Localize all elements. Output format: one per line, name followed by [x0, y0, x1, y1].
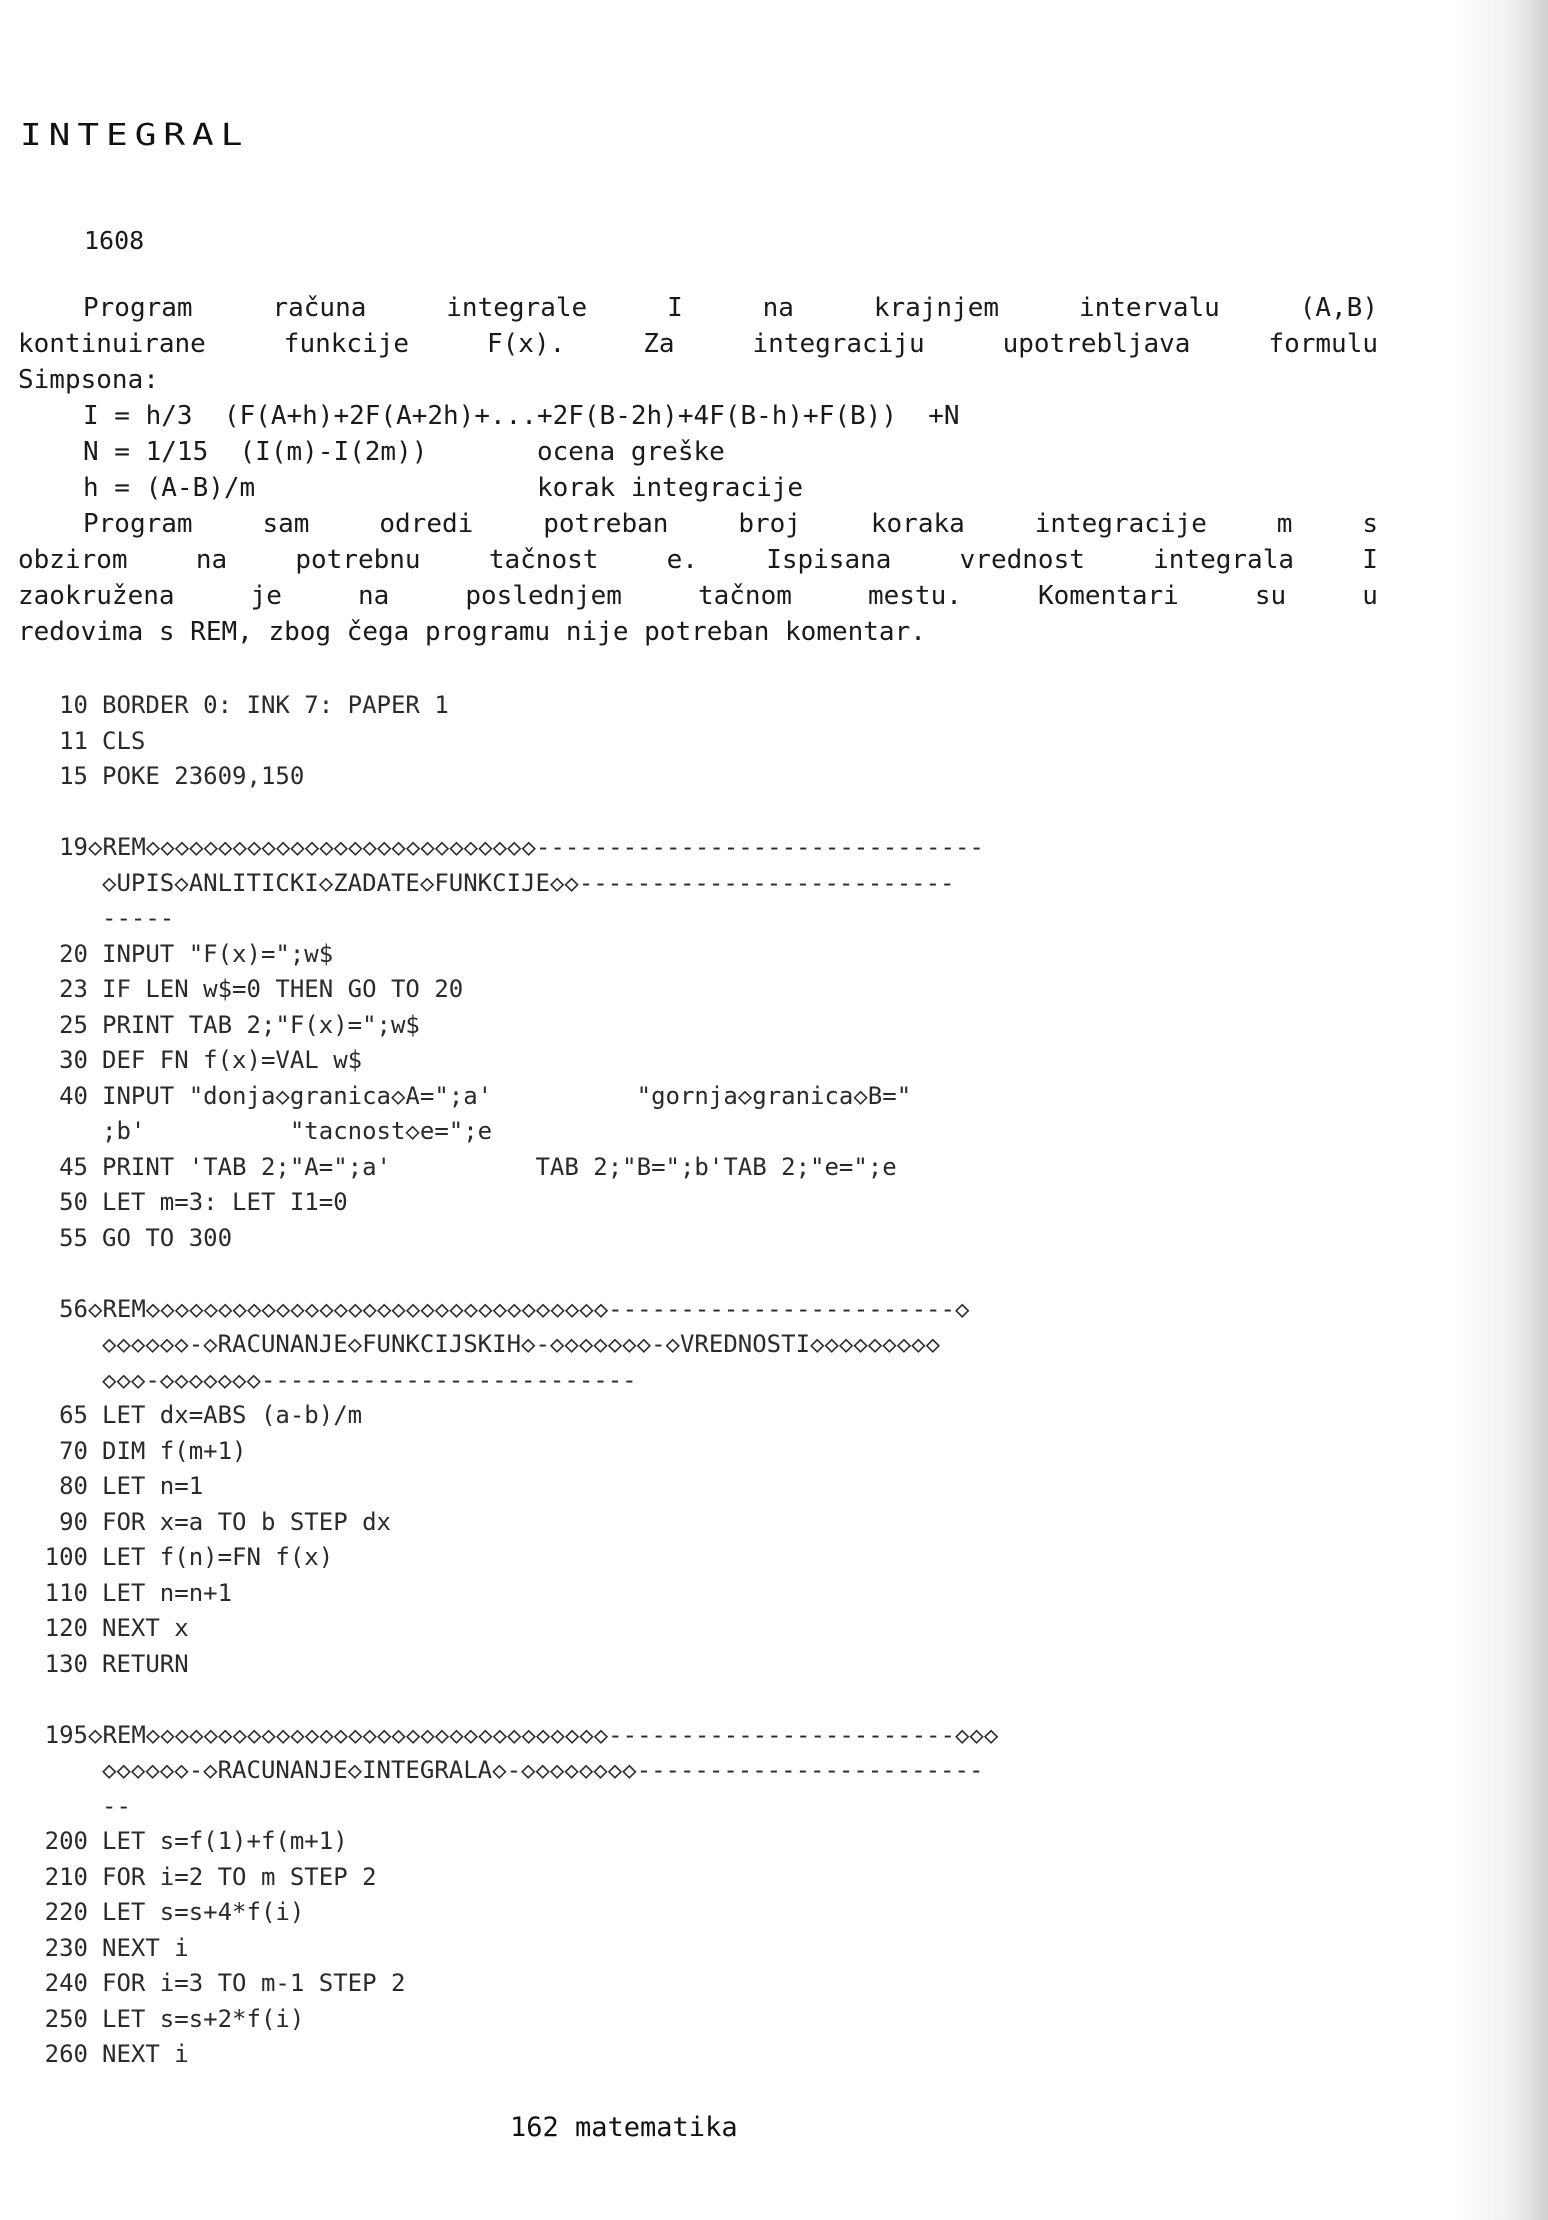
code-line-195: 195 ◇REM◇◇◇◇◇◇◇◇◇◇◇◇◇◇◇◇◇◇◇◇◇◇◇◇◇◇◇◇◇◇◇◇------------------------◇◇◇ — [44, 1720, 999, 1749]
code-line-90: 90 FOR x=a TO b STEP dx — [59, 1507, 391, 1536]
code-line-120: 120 NEXT x — [44, 1614, 189, 1642]
code-line-25: 25 PRINT TAB 2;"F(x)=";w$ — [59, 1010, 420, 1039]
intro-line-7: redovima s REM, zbog čega programu nije potreban komentar. — [18, 617, 926, 647]
formula-step: h = (A-B)/m korak integracije — [83, 473, 804, 503]
code-line-100: 100 LET f(n)=FN f(x) — [44, 1543, 334, 1571]
code-line-56-cont: ◇◇◇◇◇◇-◇RACUNANJE◇FUNKCIJSKIH◇-◇◇◇◇◇◇◇-◇VREDNOSTI◇◇◇◇◇◇◇◇◇ — [102, 1330, 941, 1358]
code-line-20: 20 INPUT "F(x)=";w$ — [59, 939, 334, 968]
code-line-23: 23 IF LEN w$=0 THEN GO TO 20 — [59, 975, 464, 1003]
code-line-45: 45 PRINT 'TAB 2;"A=";a' TAB 2;"B=";b'TAB 2;"e=";e — [59, 1152, 897, 1181]
intro-line-3: Simpsona: — [18, 365, 159, 395]
code-line-220: 220 LET s=s+4*f(i) — [44, 1898, 305, 1926]
code-line-40-cont: ;b' "tacnost◇e=";e — [102, 1117, 493, 1145]
intro-line-5: obzirom na potrebnu tačnost e. Ispisana vrednost integrala I — [18, 545, 1378, 575]
code-line-195-cont2: -- — [102, 1791, 131, 1820]
intro-line-6: zaokružena je na poslednjem tačnom mestu. Komentari su u — [18, 581, 1378, 611]
code-line-10: 10 BORDER 0: INK 7: PAPER 1 — [59, 691, 449, 719]
code-line-30: 30 DEF FN f(x)=VAL w$ — [59, 1046, 363, 1074]
code-line-19-cont2: ----- — [102, 904, 175, 932]
code-line-19-cont: ◇UPIS◇ANLITICKI◇ZADATE◇FUNKCIJE◇◇-------------------------- — [102, 868, 955, 897]
code-line-11: 11 CLS — [59, 726, 146, 755]
intro-line-1: Program računa integrale I na krajnjem intervalu (A,B) — [83, 293, 1378, 323]
page-title: INTEGRAL — [20, 118, 250, 153]
code-line-80: 80 LET n=1 — [59, 1472, 204, 1500]
formula-simpson: I = h/3 (F(A+h)+2F(A+2h)+...+2F(B-2h)+4F(B-h)+F(B)) +N — [83, 401, 960, 431]
code-line-195-cont: ◇◇◇◇◇◇-◇RACUNANJE◇INTEGRALA◇-◇◇◇◇◇◇◇◇------------------------ — [102, 1756, 984, 1784]
code-line-230: 230 NEXT i — [44, 1933, 189, 1962]
code-line-70: 70 DIM f(m+1) — [59, 1436, 247, 1465]
code-line-55: 55 GO TO 300 — [59, 1223, 233, 1252]
code-line-240: 240 FOR i=3 TO m-1 STEP 2 — [44, 1969, 406, 1997]
code-line-130: 130 RETURN — [44, 1649, 189, 1678]
code-line-50: 50 LET m=3: LET I1=0 — [59, 1188, 348, 1216]
program-number: 1608 — [84, 226, 145, 255]
code-line-210: 210 FOR i=2 TO m STEP 2 — [44, 1862, 377, 1891]
intro-line-2: kontinuirane funkcije F(x). Za integraciju upotrebljava formulu — [18, 329, 1378, 359]
page-edge-shadow — [1458, 0, 1548, 2220]
description — [18, 290, 1378, 650]
code-line-19: 19 ◇REM◇◇◇◇◇◇◇◇◇◇◇◇◇◇◇◇◇◇◇◇◇◇◇◇◇◇◇------------------------------- — [59, 833, 984, 861]
code-line-250: 250 LET s=s+2*f(i) — [44, 2004, 305, 2033]
code-line-56: 56 ◇REM◇◇◇◇◇◇◇◇◇◇◇◇◇◇◇◇◇◇◇◇◇◇◇◇◇◇◇◇◇◇◇◇------------------------◇ — [59, 1294, 970, 1323]
code-line-40: 40 INPUT "donja◇granica◇A=";a' "gornja◇granica◇B=" — [59, 1081, 912, 1110]
page-footer: 162 matematika — [510, 2112, 738, 2143]
code-line-65: 65 LET dx=ABS (a-b)/m — [59, 1401, 363, 1429]
code-line-260: 260 NEXT i — [44, 2040, 189, 2068]
basic-listing — [18, 688, 998, 2073]
formula-error: N = 1/15 (I(m)-I(2m)) ocena greške — [83, 437, 725, 467]
intro-line-4: Program sam odredi potreban broj koraka integracije m s — [83, 509, 1378, 539]
code-line-56-cont2: ◇◇◇-◇◇◇◇◇◇◇-------------------------- — [102, 1365, 637, 1394]
code-line-110: 110 LET n=n+1 — [44, 1578, 233, 1607]
code-line-200: 200 LET s=f(1)+f(m+1) — [44, 1827, 348, 1855]
code-line-15: 15 POKE 23609,150 — [59, 762, 305, 790]
